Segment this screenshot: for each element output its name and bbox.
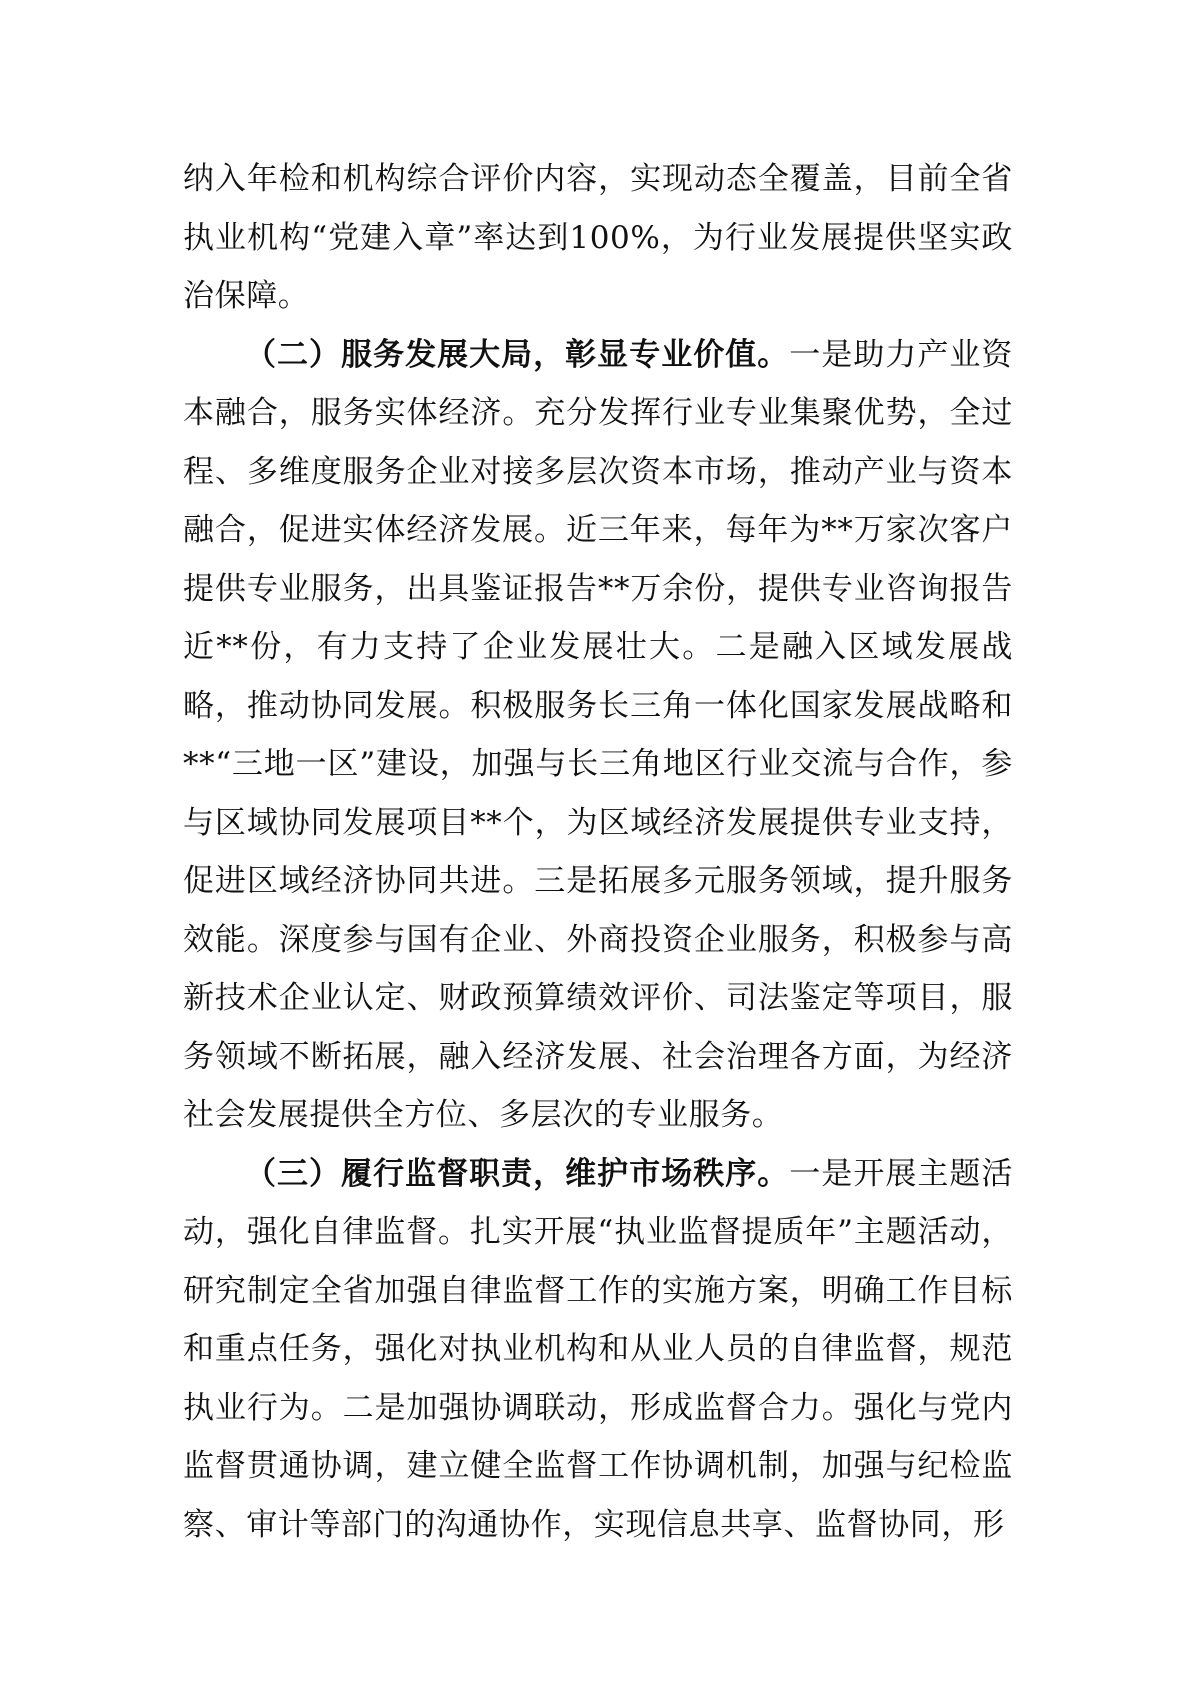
paragraph-supervision xyxy=(183,1145,1013,1555)
paragraph-service-development xyxy=(183,326,1013,1145)
document-body xyxy=(183,150,1013,1554)
section-heading: （二）服务发展大局，彰显专业价值。 xyxy=(245,336,790,373)
paragraph-text: 纳入年检和机构综合评价内容，实现动态全覆盖，目前全省执业机构“党建入章”率达到100%，为行业发展提供坚实政治保障。 xyxy=(183,161,1013,314)
section-heading: （三）履行监督职责，维护市场秩序。 xyxy=(245,1155,790,1192)
paragraph-text: 一是开展主题活动，强化自律监督。扎实开展“执业监督提质年”主题活动，研究制定全省加强自律监督工作的实施方案，明确工作目标和重点任务，强化对执业机构和从业人员的自律监督，规范执业行为。二是加强协调联动，形成监督合力。强化与党内监督贯通协调，建立健全监督工作协调机制，加强与纪检监察、审计等部门的沟通协作，实现信息共享、监督协同，形 xyxy=(183,1155,1013,1543)
paragraph-continuation xyxy=(183,150,1013,326)
paragraph-text: 一是助力产业资本融合，服务实体经济。充分发挥行业专业集聚优势，全过程、多维度服务企业对接多层次资本市场，推动产业与资本融合，促进实体经济发展。近三年来，每年为**万家次客户提供专业服务，出具鉴证报告**万余份，提供专业咨询报告近**份，有力支持了企业发展壮大。二是融入区域发展战略，推动协同发展。积极服务长三角一体化国家发展战略和**“三地一区”建设，加强与长三角地区行业交流与合作，参与区域协同发展项目**个，为区域经济发展提供专业支持，促进区域经济协同共进。三是拓展多元服务领域，提升服务效能。深度参与国有企业、外商投资企业服务，积极参与高新技术企业认定、财政预算绩效评价、司法鉴定等项目，服务领域不断拓展，融入经济发展、社会治理各方面，为经济社会发展提供全方位、多层次的专业服务。 xyxy=(183,336,1013,1133)
